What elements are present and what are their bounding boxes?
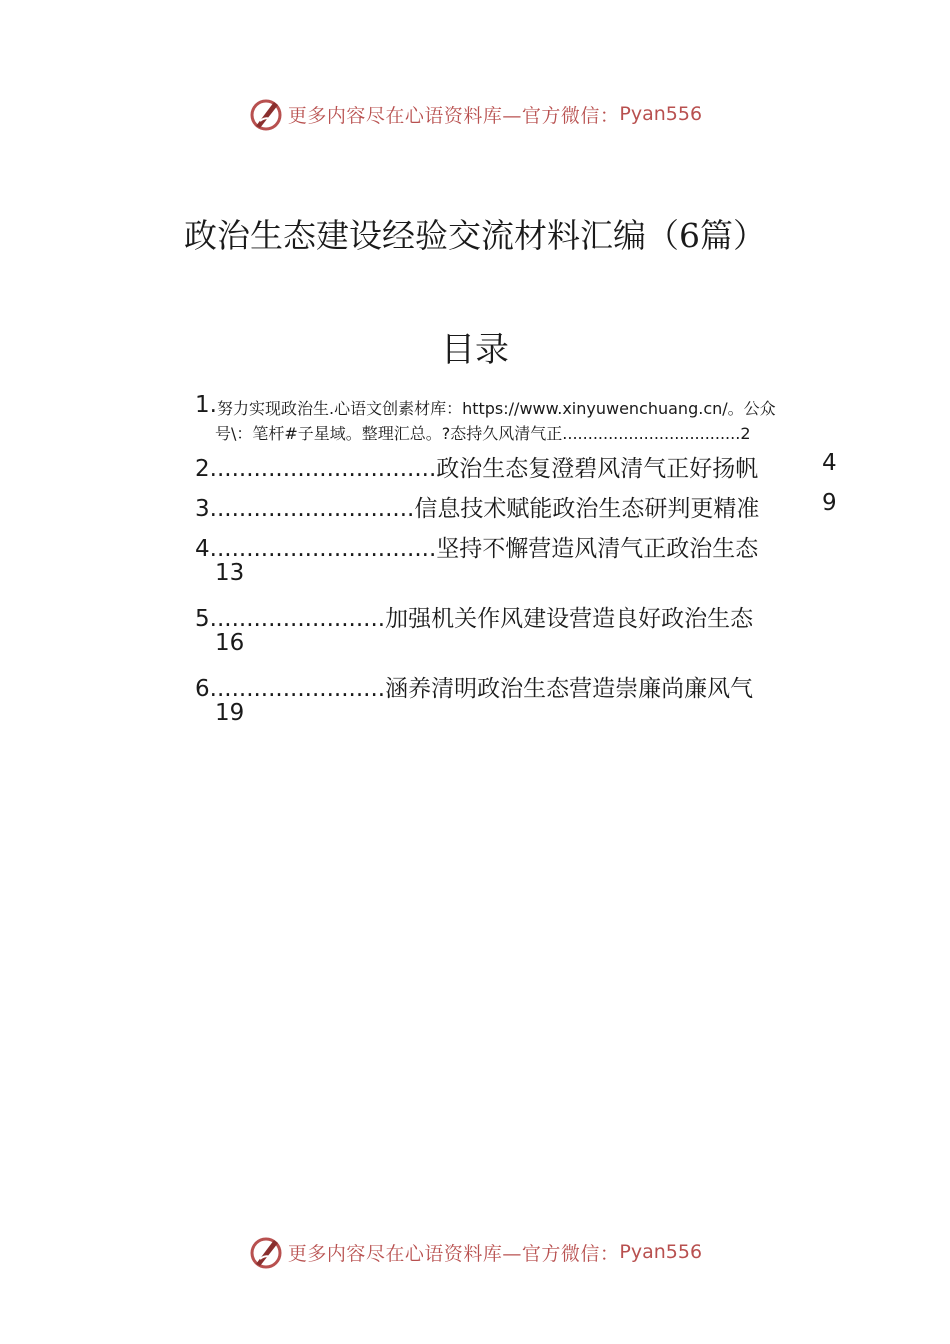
toc-entry-title: 4...............................坚持不懈营造风清气正政治生态 <box>195 536 759 562</box>
document-title: 政治生态建设经验交流材料汇编（6篇） <box>184 216 766 255</box>
toc-entry-4[interactable] <box>195 530 855 600</box>
toc-entry-title: 5........................加强机关作风建设营造良好政治生态 <box>195 606 754 632</box>
table-of-contents <box>195 392 855 740</box>
toc-entry-page: 4 <box>822 450 837 476</box>
toc-entry-page: 16 <box>215 630 245 656</box>
banner-text: 更多内容尽在心语资料库—官方微信： <box>287 104 620 127</box>
toc-entry-title-line2: 号\：笔杆#子星域。整理汇总。?态持久风清气正...................................2 <box>215 424 751 443</box>
toc-entry-page: 2 <box>740 424 751 443</box>
toc-entry-title-line1: 努力实现政治生.心语文创素材库：https://www.xinyuwenchuang.cn/。公众 <box>217 399 776 418</box>
toc-entry-2[interactable] <box>195 450 855 490</box>
pen-logo-icon <box>248 1234 284 1270</box>
toc-entry-title: 6........................涵养清明政治生态营造崇廉尚廉风气 <box>195 676 754 702</box>
toc-entry-page: 9 <box>822 490 837 516</box>
toc-entry-5[interactable] <box>195 600 855 670</box>
toc-heading: 目录 <box>441 330 509 370</box>
toc-entry-title: 2...............................政治生态复澄碧风清气正好扬帆 <box>195 456 759 482</box>
toc-entry-1[interactable] <box>195 392 855 450</box>
banner-text: 更多内容尽在心语资料库—官方微信： <box>287 1242 620 1265</box>
banner-wechat-id: Pyan556 <box>619 1241 703 1263</box>
toc-entry-page: 19 <box>215 700 245 726</box>
toc-entry-number: 1. <box>195 392 217 418</box>
toc-entry-6[interactable] <box>195 670 855 740</box>
toc-entry-page: 13 <box>215 560 245 586</box>
toc-entry-3[interactable] <box>195 490 855 530</box>
banner-wechat-id: Pyan556 <box>619 103 703 125</box>
header-banner <box>0 94 950 134</box>
pen-logo-icon <box>248 96 284 132</box>
toc-entry-title: 3............................信息技术赋能政治生态研判更精准 <box>195 496 760 522</box>
footer-banner <box>0 1232 950 1272</box>
